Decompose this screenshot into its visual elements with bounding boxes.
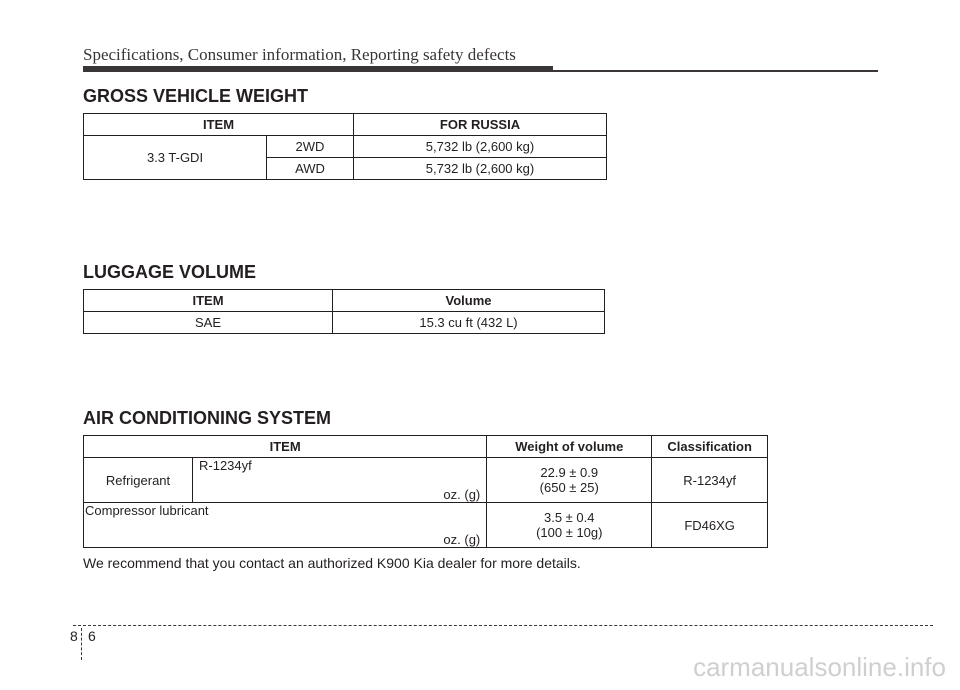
luggage-volume-table: [83, 289, 605, 334]
item-cell: SAE: [84, 312, 333, 334]
compressor-classification-cell: FD46XG: [652, 503, 768, 548]
page-section-number: 8: [70, 628, 78, 644]
volume-cell: 15.3 cu ft (432 L): [333, 312, 605, 334]
header-classification: Classification: [652, 436, 768, 458]
compressor-label-stack: [85, 501, 480, 549]
refrigerant-classification-cell: R-1234yf: [652, 458, 768, 503]
table-row: [84, 503, 768, 548]
header-volume: Volume: [333, 290, 605, 312]
compressor-unit: oz. (g): [443, 532, 481, 547]
compressor-label-cell: [84, 503, 487, 548]
refrigerant-type: R-1234yf: [199, 458, 252, 473]
compressor-weight-line1: 3.5 ± 0.4: [544, 510, 595, 525]
header-weight-of-volume: Weight of volume: [487, 436, 652, 458]
refrigerant-weight-cell: [487, 458, 652, 503]
table-row: [84, 136, 607, 158]
gross-vehicle-weight-title: GROSS VEHICLE WEIGHT: [83, 86, 309, 106]
header-item: ITEM: [84, 436, 487, 458]
page-header-title: Specifications, Consumer information, Reporting safety defects: [83, 45, 516, 64]
table-header-row: [84, 436, 768, 458]
header-item: ITEM: [84, 290, 333, 312]
footer-dashed-rule: [73, 625, 933, 626]
watermark-text: carmanualsonline.info: [693, 652, 946, 682]
air-conditioning-table: [83, 435, 768, 548]
gross-vehicle-weight-table: [83, 113, 607, 180]
luggage-volume-title: LUGGAGE VOLUME: [83, 262, 257, 282]
header-rule-thick: [83, 66, 553, 72]
compressor-weight-cell: [487, 503, 652, 548]
header-for-russia: FOR RUSSIA: [354, 114, 607, 136]
weight-cell: 5,732 lb (2,600 kg): [354, 136, 607, 158]
header-rule-thin: [553, 70, 878, 72]
refrigerant-label-cell: Refrigerant: [84, 458, 193, 503]
refrigerant-weight-line1: 22.9 ± 0.9: [540, 465, 599, 480]
table-row: [84, 458, 768, 503]
drive-cell: AWD: [267, 158, 354, 180]
page-number: 6: [88, 628, 96, 644]
refrigerant-unit: oz. (g): [443, 487, 481, 502]
refrigerant-type-cell: [193, 458, 487, 503]
header-item: ITEM: [84, 114, 354, 136]
page-number-divider: [81, 628, 82, 660]
refrigerant-weight-line2: (650 ± 25): [539, 480, 599, 495]
dealer-note: We recommend that you contact an authorized K900 Kia dealer for more details.: [83, 555, 581, 571]
weight-cell: 5,732 lb (2,600 kg): [354, 158, 607, 180]
refrigerant-type-stack: [199, 456, 480, 504]
compressor-weight-line2: (100 ± 10g): [536, 525, 603, 540]
engine-cell: 3.3 T-GDI: [84, 136, 267, 180]
drive-cell: 2WD: [267, 136, 354, 158]
air-conditioning-title: AIR CONDITIONING SYSTEM: [83, 408, 332, 428]
table-header-row: [84, 114, 607, 136]
table-header-row: [84, 290, 605, 312]
table-row: [84, 312, 605, 334]
compressor-label: Compressor lubricant: [85, 503, 209, 518]
